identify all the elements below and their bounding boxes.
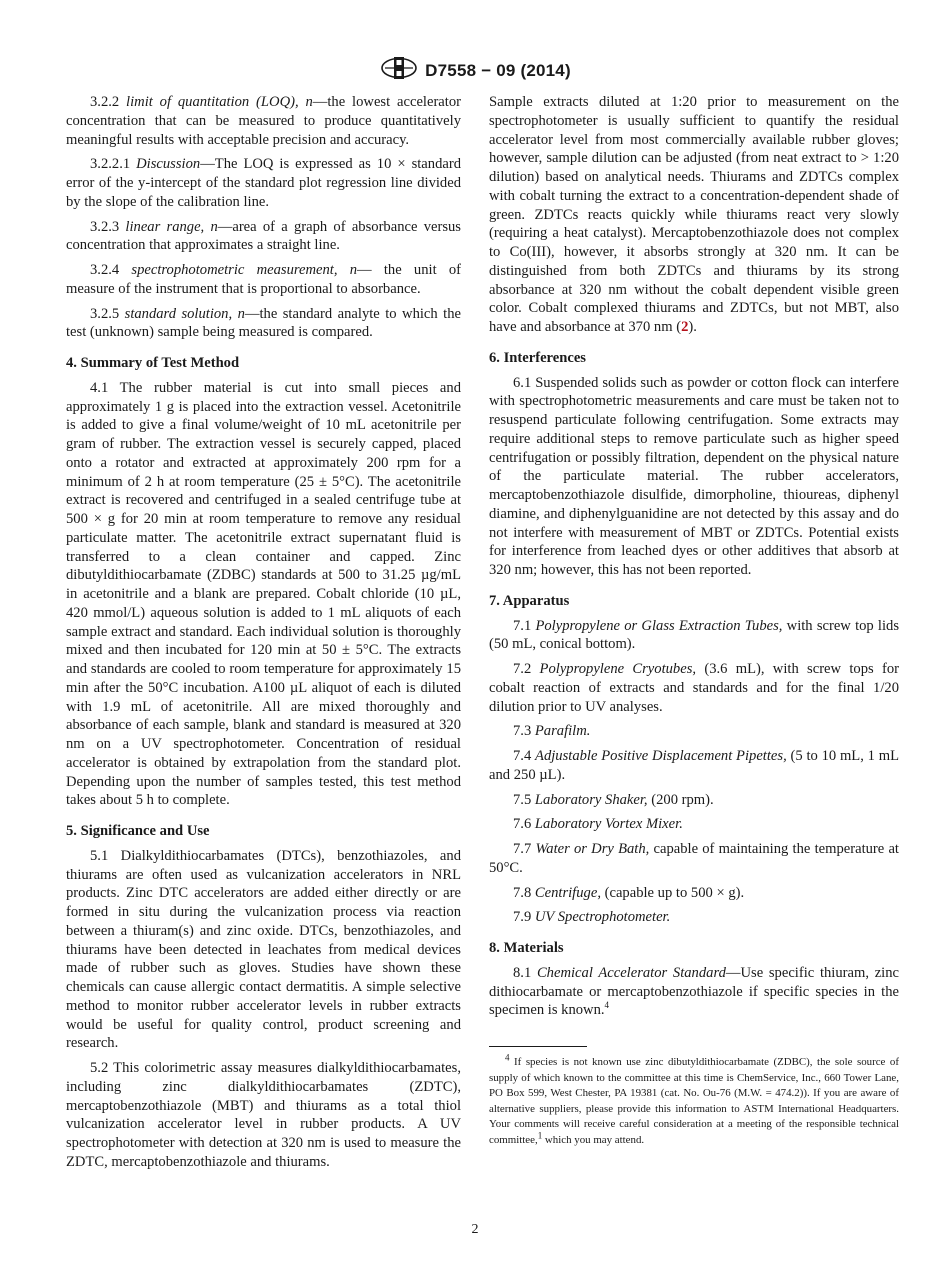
heading-interferences: 6. Interferences <box>489 349 586 366</box>
right-column <box>489 93 899 1148</box>
section-8-1: 8.1 Chemical Accelerator Standard—Use specific thiuram, zinc dithiocarbamate or mercaptobenzothiazole if specific species in the specimen is known.$^4$ <box>489 964 900 1019</box>
section-3-2-3: 3.2.3 linear range, n—area of a graph of absorbance versus concentration that approximates a straight line. <box>66 218 461 254</box>
footnote-4: $^4$ If species is not known use zinc dibutyldithiocarbamate (ZDBC), the sole source of supply of which known to the committee at this time is ChemService, Inc., 660 Tower Lane, PO Box 599, West Chester, PA 19381 (cat. No. Ou-76 (M.W. = 474.2)). If you are aware of alternative suppliers, please provide this information to ASTM International Headquarters. Your comments will receive careful consideration at a meeting of the responsible technical committee,$^1$ which you may attend. <box>489 1052 899 1146</box>
section-5-1: 5.1 Dialkyldithiocarbamates (DTCs), benzothiazoles, and thiurams are often used as vulcanization accelerators in NRL products. Zinc DTC accelerators are added either directly or are formed in situ during the vulcanization process via reaction between a thiuram(s) and zinc oxide. DTCs, benzothiazoles, and thiurams have been detected in leachates from medical devices made of rubber such as gloves. Studies have shown these chemicals can cause allergic contact dermatitis. A simple selective method to monitor rubber accelerator levels in rubber extracts would be useful for quality control, product screening and research. <box>66 847 461 1052</box>
left-column <box>66 93 461 1178</box>
section-3-2-2-1: 3.2.2.1 Discussion—The LOQ is expressed as 10 × standard error of the y-intercept of the standard plot regression line divided by the slope of the calibration line. <box>66 156 462 210</box>
section-7-6: 7.6 Laboratory Vortex Mixer. <box>513 816 683 833</box>
section-3-2-4: 3.2.4 spectrophotometric measurement, n— the unit of measure of the instrument that is proportional to absorbance. <box>66 262 462 297</box>
section-3-2-5: 3.2.5 standard solution, n—the standard analyte to which the test (unknown) sample being measured is compared. <box>66 305 461 341</box>
section-7-8: 7.8 Centrifuge, (capable up to 500 × g). <box>513 884 745 901</box>
section-6-1: 6.1 Suspended solids such as powder or cotton flock can interfere with spectrophotometric measurements and care must be taken not to resuspend particulate following centrifugation. Some extracts may require additional steps to remove particulate such as higher speed centrifugation or possibly filtration, dependent on the physical nature of the particulate material. The rubber accelerators, mercaptobenzothiazole disulfide, dimorpholine, thioureas, diphenyl diamine, and diphenylguanidine are not detected by this assay and do not interfere with measurement of MBT or ZDTCs. Potential exists for interference from leached dyes or other additives that absorb at 320 nm; however, this has not been reported. <box>489 374 899 578</box>
heading-materials: 8. Materials <box>489 940 564 956</box>
section-4-1: 4.1 The rubber material is cut into small pieces and approximately 1 g is placed into the extraction vessel. Acetonitrile is added to give a final volume/weight of 10 mL acetonitrile per gram of rubber. The extraction vessel is securely capped, placed onto a rotator and extracted at approximately 200 rpm for a minimum of 2 h at room temperature (25 ± 5°C). The acetonitrile extract is recovered and centrifuged in a sealed centrifuge tube at 500 × g for 20 min at room temperature to remove any residual particulate matter. The acetonitrile extract supernatant fluid is transferred to a clean container and capped. Zinc dibutyldithiocarbamate (ZDBC) standards at 500 to 31.25 µg/mL in acetonitrile and a blank are prepared. Cobalt chloride (10 µL, 420 mmol/L) aqueous solution is added to 1 mL aliquots of each sample extract and standard. Each individual solution is thoroughly mixed and then incubated for 120 min at 50 ± 5°C. The extracts and standards are cooled to room temperature for approximately 15 min after the 50°C incubation. A100 µL aliquot of each is diluted with 1.9 mL of acetonitrile. All are mixed thoroughly and absorbance of each sample, blank and standard is measured at 320 nm on a UV spectrophotometer. Concentration of residual accelerator is obtained by extrapolation from the standard plot. Depending upon the number of samples tested, this test method takes about 5 h to complete. <box>66 379 461 809</box>
section-7-2: 7.2 Polypropylene Cryotubes, (3.6 mL), with screw tops for cobalt reaction of extracts and standards and for the final 1/20 dilution prior to UV analyses. <box>489 661 900 715</box>
heading-summary: 4. Summary of Test Method <box>66 355 240 371</box>
section-3-2-2: 3.2.2 limit of quantitation (LOQ), n—the lowest accelerator concentration that can be measured to produce quantitatively meaningful results with acceptable precision and accuracy. <box>66 94 461 148</box>
section-7-4: 7.4 Adjustable Positive Displacement Pipettes, (5 to 10 mL, 1 mL and 250 µL). <box>489 748 899 783</box>
section-5-2: 5.2 This colorimetric assay measures dialkyldithiocarbamates, including zinc dialkyldithiocarbamates (ZDTC), mercaptobenzothiazole (MBT) and thiurams as a total thiol vulcanization accelerator level in rubber products. A UV spectrophotometer with detection at 320 nm is used to measure the ZDTC, mercaptobenzothiazole and thiurams. <box>66 1060 461 1170</box>
page-number: 2 <box>471 1222 479 1237</box>
page-header <box>0 56 950 85</box>
section-5-2-continued: Sample extracts diluted at 1:20 prior to measurement on the spectrophotometer is usually sufficient to quantify the residual accelerator level from most commercially available rubber gloves; however, sample dilution can be adjusted (from neat extract to > 1:20 dilution) based on analytical needs. Thiurams and ZDTCs complex with cobalt turning the extract to a concentration-dependent shade of green. ZDTCs reacts quickly while thiurams react very slowly (requiring a heat catalyst). Mercaptobenzothiazole does not complex to Co(III), however, it absorbs strongly at 320 nm. It can be distinguished from both ZDTCs and thiurams by its strong absorbance at 320 nm without the cobalt dependent visible green color. Cobalt complexed thiurams and ZDTCs, but not MBT, also have and absorbance at 370 nm (2). <box>489 94 899 335</box>
section-7-1: 7.1 Polypropylene or Glass Extraction Tubes, with screw top lids (50 mL, conical bottom). <box>489 617 900 653</box>
section-7-5: 7.5 Laboratory Shaker, (200 rpm). <box>513 791 714 808</box>
astm-logo-icon <box>379 56 419 85</box>
heading-apparatus: 7. Apparatus <box>489 592 570 609</box>
document-designation: D7558 − 09 (2014) <box>425 60 571 80</box>
heading-significance: 5. Significance and Use <box>66 823 210 839</box>
reference-link[interactable]: 2 <box>681 319 689 335</box>
section-7-7: 7.7 Water or Dry Bath, capable of maintaining the temperature at 50°C. <box>489 841 899 876</box>
footnote-marker[interactable]: 4 <box>604 1000 610 1011</box>
section-7-3: 7.3 Parafilm. <box>513 723 591 740</box>
footnote-divider <box>489 1046 587 1047</box>
section-7-9: 7.9 UV Spectrophotometer. <box>513 909 671 926</box>
